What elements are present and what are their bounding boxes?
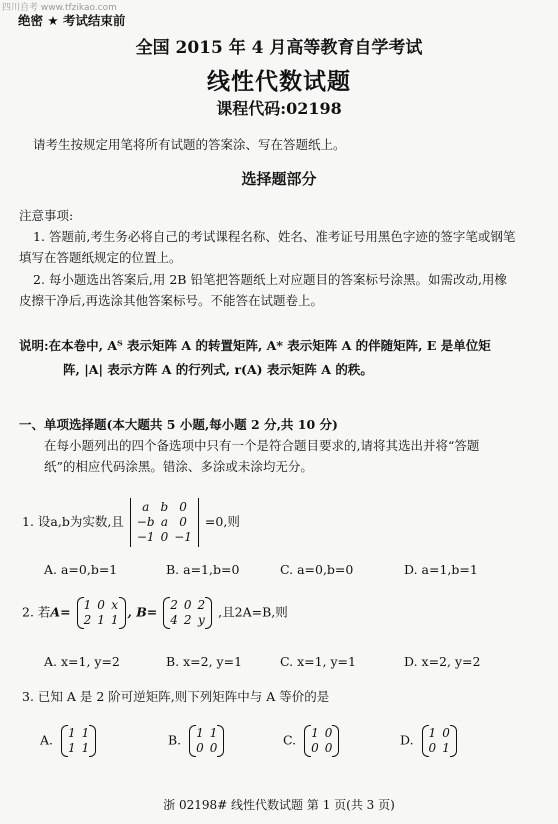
explanation-line-2: 阵, |A| 表示方阵 A 的行列式, r(A) 表示矩阵 A 的秩。 [63, 362, 373, 377]
q2-b-cell: 2 [183, 613, 192, 627]
q1-option-a: A. a=0,b=1 [44, 562, 118, 577]
q3-option-b-label: B. [168, 732, 182, 748]
q1-det-cell: 0 [179, 515, 187, 529]
q2-stem [22, 598, 288, 628]
q1-det-cell: −1 [136, 530, 155, 544]
q3-matrix-b [193, 726, 220, 756]
q1-det-cell: 0 [160, 530, 169, 544]
q2-a-label: A= [50, 604, 71, 620]
q1-option-d: D. a=1,b=1 [404, 562, 478, 577]
q3-option-d [400, 726, 453, 756]
q3-option-a-label: A. [40, 732, 54, 748]
q3-cell: 0 [442, 726, 450, 740]
q2-option-b: B. x=2, y=1 [166, 654, 243, 669]
q3-option-b [168, 726, 220, 756]
q2-stem-pre: 2. 若 [22, 604, 51, 620]
q2-b-label: , B= [127, 604, 158, 620]
q1-option-c: C. a=0,b=0 [280, 562, 354, 577]
q3-cell: 1 [81, 726, 90, 740]
q2-a-cell: x [111, 598, 119, 612]
q1-stem-post: =0,则 [204, 514, 240, 529]
q3-option-c [283, 726, 335, 756]
q3-cell: 0 [428, 741, 437, 755]
q2-matrix-b [167, 598, 208, 628]
exam-title: 全国 2015 年 4 月高等教育自学考试 [135, 38, 423, 58]
q3-option-c-label: C. [283, 732, 297, 748]
q2-a-cell: 0 [97, 598, 105, 612]
q1-det-cell: a [160, 515, 168, 529]
course-code: 课程代码:02198 [216, 99, 342, 118]
q2-option-d: D. x=2, y=2 [404, 654, 481, 669]
q2-b-cell: 0 [183, 598, 192, 612]
q3-cell: 0 [324, 741, 333, 755]
q3-cell: 1 [209, 726, 218, 740]
answer-instruction: 请考生按规定用笔将所有试题的答案涂、写在答题纸上。 [33, 137, 346, 152]
q3-cell: 1 [442, 741, 450, 755]
q1-det-cell: −b [136, 515, 155, 529]
q1-stem [22, 500, 240, 545]
q3-matrix-a [65, 726, 92, 756]
part1-desc-line-2: 纸”的相应代码涂黑。错涂、多涂或未涂均无分。 [44, 459, 313, 474]
part1-heading: 一、单项选择题(本大题共 5 小题,每小题 2 分,共 10 分) [19, 417, 338, 432]
secret-mark: 绝密 ★ 考试结束前 [18, 13, 126, 28]
part1-desc-line-1: 在每小题列出的四个备选项中只有一个是符合题目要求的,请将其选出并将“答题 [44, 438, 480, 453]
q2-a-cell: 1 [83, 598, 92, 612]
subject-title: 线性代数试题 [207, 68, 351, 95]
q3-cell: 0 [311, 741, 319, 755]
page-footer: 浙 02198# 线性代数试题 第 1 页(共 3 页) [163, 798, 395, 812]
q3-option-d-label: D. [400, 732, 414, 748]
note-2-line-2: 皮擦干净后,再选涂其他答案标号。不能答在试题卷上。 [19, 293, 323, 308]
q3-cell: 1 [196, 726, 204, 740]
q1-det-cell: a [142, 500, 150, 514]
q2-b-cell: 2 [197, 598, 206, 612]
q3-matrix-c [308, 726, 335, 756]
section-title: 选择题部分 [241, 170, 317, 188]
q1-det-cell: b [160, 500, 169, 514]
q2-stem-post: ,且2A=B,则 [218, 604, 288, 620]
q2-a-cell: 1 [110, 613, 119, 627]
note-1-line-2: 填写在答题纸规定的位置上。 [19, 250, 182, 265]
note-2-line-1: 2. 每小题选出答案后,用 2B 铅笔把答题纸上对应题目的答案标号涂黑。如需改动,用橡 [33, 272, 507, 287]
q1-stem-pre: 1. 设a,b为实数,且 [22, 514, 124, 529]
q2-b-cell: y [197, 613, 205, 627]
q2-b-cell: 2 [170, 598, 178, 612]
q2-option-a: A. x=1, y=2 [44, 654, 120, 669]
q3-cell: 1 [81, 741, 90, 755]
notes-heading: 注意事项: [19, 208, 74, 223]
q1-option-b: B. a=1,b=0 [166, 562, 240, 577]
q3-cell: 0 [324, 726, 333, 740]
q2-option-c: C. x=1, y=1 [280, 654, 356, 669]
q3-option-a [40, 726, 92, 756]
q3-cell: 1 [311, 726, 319, 740]
q1-determinant [134, 500, 195, 545]
q2-a-cell: 2 [83, 613, 92, 627]
q3-stem: 3. 已知 A 是 2 阶可逆矩阵,则下列矩阵中与 A 等价的是 [22, 689, 330, 704]
note-1-line-1: 1. 答题前,考生务必将自己的考试课程名称、姓名、准考证号用黑色字迹的签字笔或钢笔 [33, 229, 516, 244]
watermark: 四川自考 www.tfzikao.com [2, 3, 117, 13]
q1-det-cell: −1 [174, 530, 192, 544]
q1-det-cell: 0 [179, 500, 187, 514]
q3-cell: 1 [68, 741, 76, 755]
q2-a-cell: 1 [97, 613, 105, 627]
q3-cell: 1 [68, 726, 76, 740]
q2-b-cell: 4 [170, 613, 178, 627]
explanation-line-1: 说明:在本卷中, Aᵀ 表示矩阵 A 的转置矩阵, A* 表示矩阵 A 的伴随矩阵, E 是单位矩 [19, 338, 491, 353]
q3-cell: 0 [209, 741, 218, 755]
q3-matrix-d [426, 726, 453, 756]
q2-matrix-a [81, 598, 122, 628]
q3-cell: 0 [196, 741, 204, 755]
q3-cell: 1 [428, 726, 437, 740]
